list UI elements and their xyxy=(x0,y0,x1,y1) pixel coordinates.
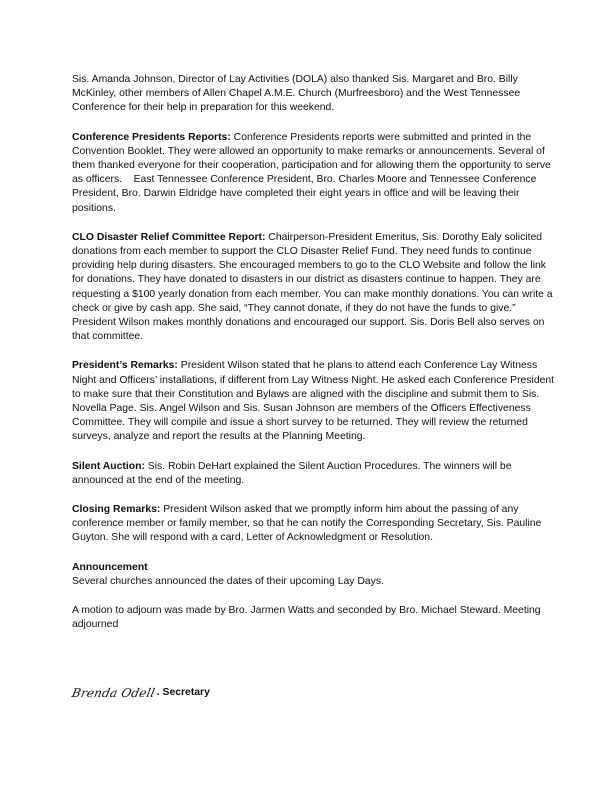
silent-auction-label: Silent Auction: xyxy=(72,460,145,472)
presidents-remarks-text: President Wilson stated that he plans to attend each Conference Lay Witness Night and Officers’ installations, if different from Lay Witness Night. He asked each Conference President to make sure that their Constitution and Bylaws are aligned with the discipline and submit them to Sis. Novella Page. Sis. Angel Wilson and Sis. Susan Johnson are members of the Officers Effectiveness Committee. They will compile and issue a short survey to be returned. They will review the returned surveys, analyze and report the results at the Planning Meeting. xyxy=(72,360,555,443)
conference-presidents-reports-paragraph xyxy=(72,131,556,216)
presidents-remarks-label: President’s Remarks: xyxy=(72,360,178,372)
document-body xyxy=(72,73,556,648)
closing-remarks-paragraph xyxy=(72,503,556,546)
signature-title: . Secretary xyxy=(156,687,210,698)
announcement-text: Several churches announced the dates of their upcoming Lay Days. xyxy=(72,575,384,587)
adjournment-paragraph: A motion to adjourn was made by Bro. Jarmen Watts and seconded by Bro. Michael Steward. Meeting adjourned xyxy=(72,605,541,631)
clo-disaster-relief-label: CLO Disaster Relief Committee Report: xyxy=(72,231,266,243)
clo-disaster-relief-text: Chairperson-President Emeritus, Sis. Dorothy Ealy solicited donations from each member to support the CLO Disaster Relief Fund. They need funds to continue providing help during disasters. She encouraged members to go to the CLO Website and follow the link for donations. They have donated to disasters in our district as disasters continue to happen. They are requesting a $100 yearly donation from each member. You can make monthly donations. You can write a check or give by cash app. She said, “They cannot donate, if they do not have the funds to give.” President Wilson makes monthly donations and encouraged our support. Sis. Doris Bell also serves on that committee. xyxy=(72,231,553,343)
handwritten-signature: Brenda Odell xyxy=(70,686,157,700)
presidents-remarks-paragraph xyxy=(72,359,556,444)
closing-remarks-label: Closing Remarks: xyxy=(72,504,161,516)
conference-presidents-reports-label: Conference Presidents Reports: xyxy=(72,131,231,143)
dola-thanks-paragraph: Sis. Amanda Johnson, Director of Lay Activities (DOLA) also thanked Sis. Margaret and Bro. Billy McKinley, other members of Allen Chapel A.M.E. Church (Murfreesboro) and the West Tennessee Conference for their help in preparation for this weekend. xyxy=(72,74,521,114)
signature-block xyxy=(72,686,210,700)
clo-disaster-relief-paragraph xyxy=(72,231,556,345)
announcement-heading: Announcement xyxy=(72,561,148,573)
conference-presidents-reports-text: Conference Presidents reports were submitted and printed in the Convention Booklet. They were allowed an opportunity to make remarks or announcements. Several of them thanked everyone for their cooperation, participation and for allowing them the opportunity to serve as officers. East Tennessee Conference President, Bro. Charles Moore and Tennessee Conference President, Bro. Darwin Eldridge have completed their eight years in office and will be leaving their positions. xyxy=(72,131,554,214)
silent-auction-paragraph xyxy=(72,460,556,488)
closing-remarks-text: President Wilson asked that we promptly inform him about the passing of any conference member or family member, so that he can notify the Corresponding Secretary, Sis. Pauline Guyton. She will respond with a card, Letter of Acknowledgment or Resolution. xyxy=(72,504,542,544)
silent-auction-text: Sis. Robin DeHart explained the Silent Auction Procedures. The winners will be announced at the end of the meeting. xyxy=(72,460,512,486)
